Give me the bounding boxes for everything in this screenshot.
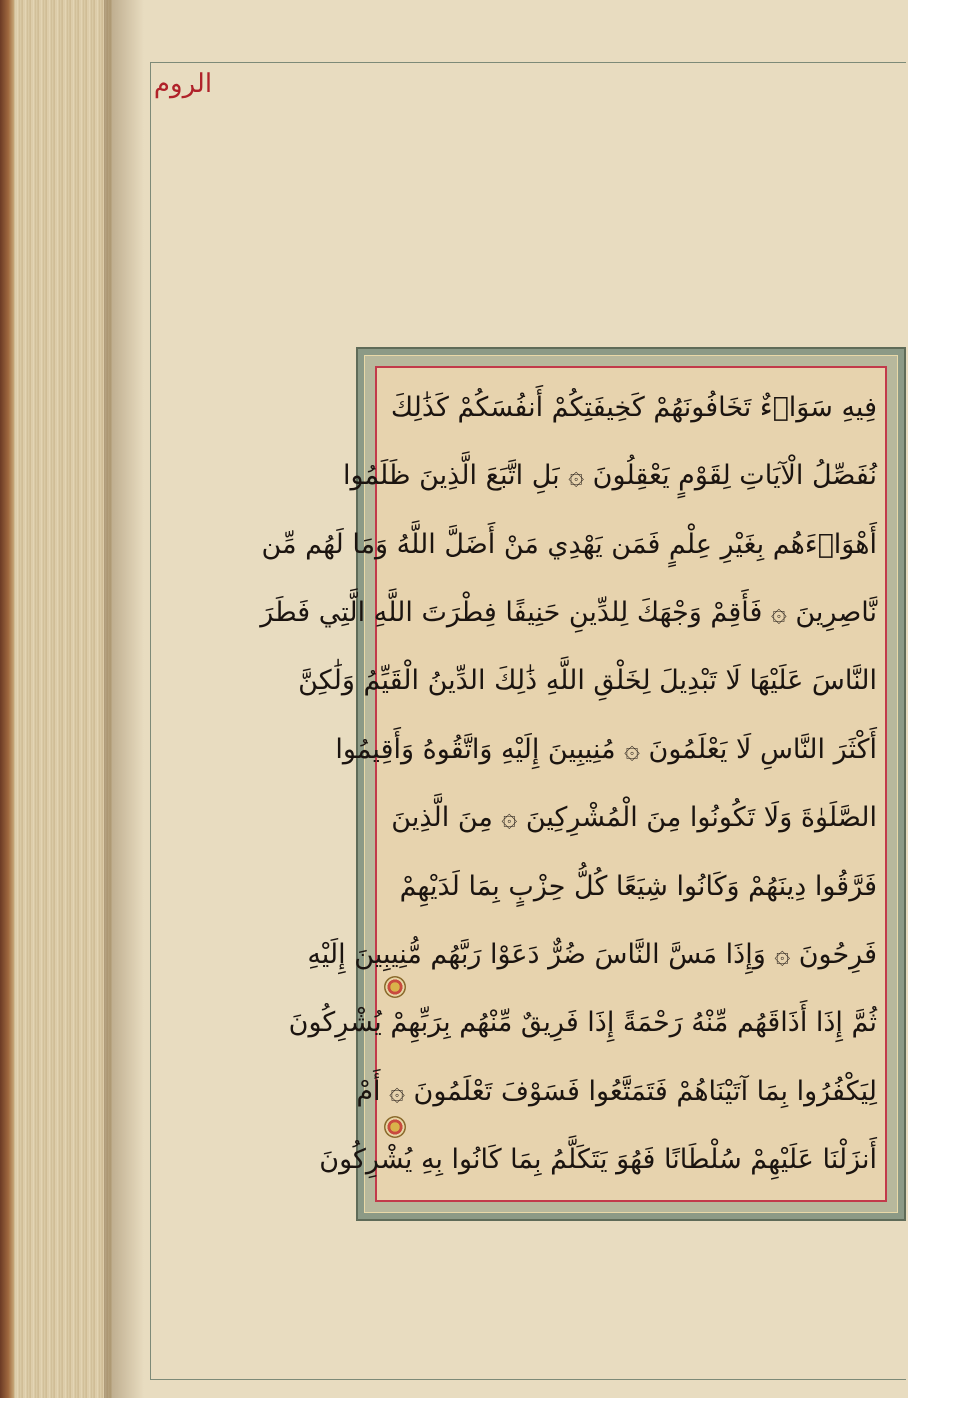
margin-rosette-icon <box>384 1116 406 1138</box>
text-line-10: ثُمَّ إِذَا أَذَاقَهُم مِّنْهُ رَحْمَةً إِذَا فَرِيقٌ مِّنْهُم بِرَبِّهِمْ يُشْرِكُونَ <box>288 1007 877 1039</box>
text-line-8: فَرَّقُوا دِينَهُمْ وَكَانُوا شِيَعًا كُلُّ حِزْبٍ بِمَا لَدَيْهِمْ <box>399 870 877 902</box>
gutter-shadow <box>104 0 144 1398</box>
text-line-5: النَّاسَ عَلَيْهَا لَا تَبْدِيلَ لِخَلْقِ اللَّهِ ذَٰلِكَ الدِّينُ الْقَيِّمُ وَلَٰكِنَّ <box>298 665 877 697</box>
text-line-1: فِيهِ سَوَاۤءٌ تَخَافُونَهُمْ كَخِيفَتِكُمْ أَنفُسَكُمْ كَذَٰلِكَ <box>390 392 877 423</box>
text-line-12: أَنزَلْنَا عَلَيْهِمْ سُلْطَانًا فَهُوَ يَتَكَلَّمُ بِمَا كَانُوا بِهِ يُشْرِكُونَ <box>319 1143 877 1175</box>
frame-band <box>260 355 898 1213</box>
bottom-margin <box>0 1398 908 1417</box>
surah-header: الروم <box>153 69 213 99</box>
text-panel <box>260 366 887 1202</box>
margin-rosette-icon <box>384 976 406 998</box>
text-frame <box>260 347 906 1221</box>
text-line-9: فَرِحُونَ ۞ وَإِذَا مَسَّ النَّاسَ ضُرٌّ دَعَوْا رَبَّهُم مُّنِيبِينَ إِلَيْهِ <box>307 938 877 970</box>
text-line-11: لِيَكْفُرُوا بِمَا آتَيْنَاهُمْ فَتَمَتَّعُوا فَسَوْفَ تَعْلَمُونَ ۞ أَمْ <box>356 1075 877 1107</box>
text-line-6: أَكْثَرَ النَّاسِ لَا يَعْلَمُونَ ۞ مُنِيبِينَ إِلَيْهِ وَاتَّقُوهُ وَأَقِيمُوا <box>335 733 877 765</box>
text-line-2: نُفَصِّلُ الْآيَاتِ لِقَوْمٍ يَعْقِلُونَ ۞ بَلِ اتَّبَعَ الَّذِينَ ظَلَمُوا <box>343 460 877 492</box>
text-block <box>260 376 877 1192</box>
book-page-edges <box>0 0 112 1398</box>
text-line-3: أَهْوَاۤءَهُم بِغَيْرِ عِلْمٍ فَمَن يَهْدِي مَنْ أَضَلَّ اللَّهُ وَمَا لَهُم مِّن <box>261 528 877 560</box>
text-line-4: نَّاصِرِينَ ۞ فَأَقِمْ وَجْهَكَ لِلدِّينِ حَنِيفًا فِطْرَتَ اللَّهِ الَّتِي فَطَرَ <box>260 597 877 629</box>
text-line-7: الصَّلَوٰةَ وَلَا تَكُونُوا مِنَ الْمُشْرِكِينَ ۞ مِنَ الَّذِينَ <box>391 802 877 834</box>
